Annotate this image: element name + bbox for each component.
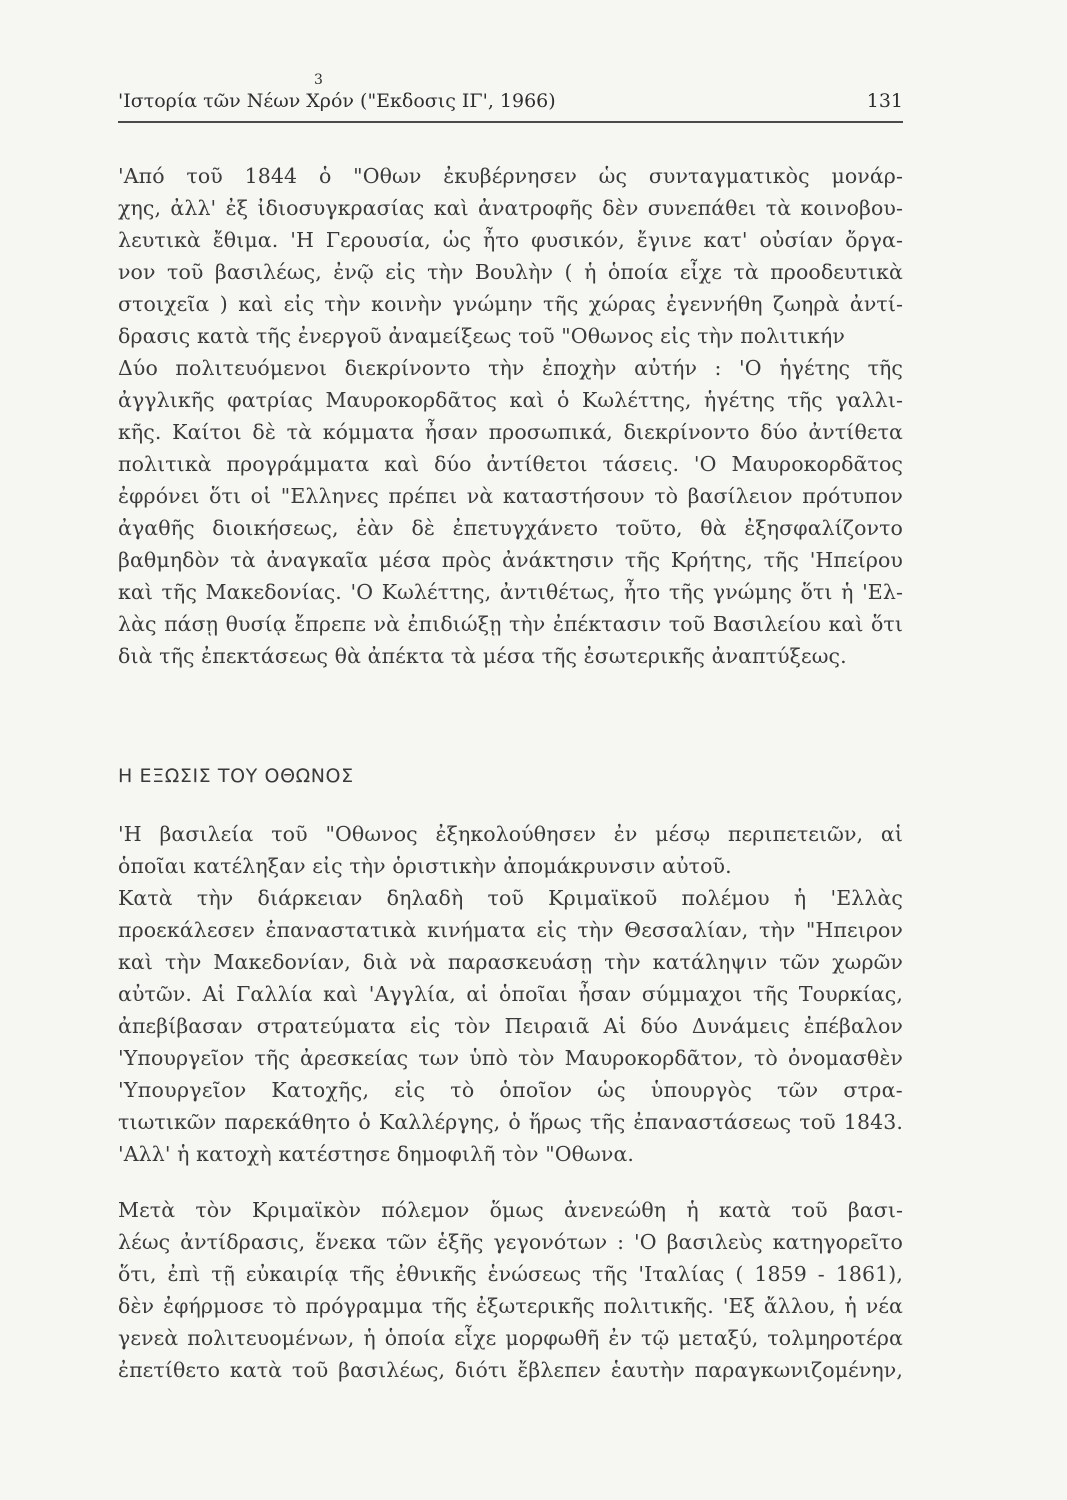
text-line: Δύο πολιτευόμενοι διεκρίνοντο τὴν ἐποχὴν αὐτήν : 'Ο ἡγέτης τῆς [118,356,903,380]
text-line: πολιτικὰ προγράμματα καὶ δύο ἀντίθετοι τάσεις. 'Ο Μαυροκορδᾶτος [118,452,903,476]
text-line: δρασις κατὰ τῆς ἐνεργοῦ ἀναμείξεως τοῦ "Οθωνος εἰς τὴν πολιτικήν [118,324,845,348]
text-line: ἀγγλικῆς φατρίας Μαυροκορδᾶτος καὶ ὁ Κωλέττης, ἡγέτης τῆς γαλλι- [118,388,903,412]
handwritten-mark: 3 [314,72,323,88]
section-heading: Η ΕΞΩΣΙΣ ΤΟΥ ΟΘΩΝΟΣ [118,765,354,787]
text-line: κῆς. Καίτοι δὲ τὰ κόμματα ἦσαν προσωπικά, διεκρίνοντο δύο ἀντίθετα [118,420,903,444]
text-line: λέως ἀντίδρασις, ἕνεκα τῶν ἑξῆς γεγονότων : 'Ο βασιλεὺς κατηγορεῖτο [118,1230,903,1254]
page-number: 131 [866,90,903,112]
header-rule [118,121,903,123]
text-line: ὅτι, ἐπὶ τῇ εὐκαιρίᾳ τῆς ἐθνικῆς ἑνώσεως τῆς 'Ιταλίας ( 1859 - 1861), [118,1262,903,1286]
text-line: λὰς πάσῃ θυσίᾳ ἔπρεπε νὰ ἐπιδιώξῃ τὴν ἐπέκτασιν τοῦ Βασιλείου καὶ ὅτι [118,612,903,636]
text-line: ἐφρόνει ὅτι οἱ "Ελληνες πρέπει νὰ καταστήσουν τὸ βασίλειον πρότυπον [118,484,903,508]
text-line: στοιχεῖα ) καὶ εἰς τὴν κοινὴν γνώμην τῆς χώρας ἐγεννήθη ζωηρὰ ἀντί- [118,292,903,316]
text-line: ἀπεβίβασαν στρατεύματα εἰς τὸν Πειραιᾶ Αἱ δύο Δυνάμεις ἐπέβαλον [118,1014,903,1038]
text-line: διὰ τῆς ἐπεκτάσεως θὰ ἀπέκτα τὰ μέσα τῆς ἐσωτερικῆς ἀναπτύξεως. [118,644,847,668]
text-line: δὲν ἐφήρμοσε τὸ πρόγραμμα τῆς ἐξωτερικῆς πολιτικῆς. 'Εξ ἄλλου, ἡ νέα [118,1294,903,1318]
text-line: ὁποῖαι κατέληξαν εἰς τὴν ὁριστικὴν ἀπομάκρυνσιν αὐτοῦ. [118,854,732,878]
text-line: 'Υπουργεῖον Κατοχῆς, εἰς τὸ ὁποῖον ὡς ὑπουργὸς τῶν στρα- [118,1078,903,1102]
text-line: 'Από τοῦ 1844 ὁ "Οθων ἐκυβέρνησεν ὡς συνταγματικὸς μονάρ- [118,164,903,188]
text-line: χης, ἀλλ' ἐξ ἰδιοσυγκρασίας καὶ ἀνατροφῆς δὲν συνεπάθει τὰ κοινοβου- [118,196,903,220]
text-line: λευτικὰ ἔθιμα. 'Η Γερουσία, ὡς ἦτο φυσικόν, ἔγινε κατ' οὐσίαν ὄργα- [118,228,903,252]
text-line: νον τοῦ βασιλέως, ἐνῷ εἰς τὴν Βουλὴν ( ἡ ὁποία εἶχε τὰ προοδευτικὰ [118,260,903,284]
edition-note: ("Εκδοσις ΙΓ', 1966) [360,90,556,112]
text-line: Κατὰ τὴν διάρκειαν δηλαδὴ τοῦ Κριμαϊκοῦ πολέμου ἡ 'Ελλὰς [118,886,903,910]
text-line: καὶ τῆς Μακεδονίας. 'Ο Κωλέττης, ἀντιθέτως, ἦτο τῆς γνώμης ὅτι ἡ 'Ελ- [118,580,903,604]
text-line: ἀγαθῆς διοικήσεως, ἐὰν δὲ ἐπετυγχάνετο τοῦτο, θὰ ἐξησφαλίζοντο [118,516,903,540]
text-line: βαθμηδὸν τὰ ἀναγκαῖα μέσα πρὸς ἀνάκτησιν τῆς Κρήτης, τῆς 'Ηπείρου [118,548,903,572]
text-line: τιωτικῶν παρεκάθητο ὁ Καλλέργης, ὁ ἥρως τῆς ἐπαναστάσεως τοῦ 1843. [118,1110,903,1134]
running-title: 'Ιστορία τῶν Νέων Χρόν ("Εκδοσις ΙΓ', 1966) [118,90,556,112]
text-line: ἐπετίθετο κατὰ τοῦ βασιλέως, διότι ἔβλεπεν ἑαυτὴν παραγκωνιζομένην, [118,1358,903,1382]
text-line: 'Η βασιλεία τοῦ "Οθωνος ἐξηκολούθησεν ἐν μέσῳ περιπετειῶν, αἱ [118,822,903,846]
text-line: Μετὰ τὸν Κριμαϊκὸν πόλεμον ὅμως ἀνενεώθη ἡ κατὰ τοῦ βασι- [118,1198,903,1222]
text-line: 'Υπουργεῖον τῆς ἀρεσκείας των ὑπὸ τὸν Μαυροκορδᾶτον, τὸ ὀνομασθὲν [118,1046,903,1070]
text-line: προεκάλεσεν ἐπαναστατικὰ κινήματα εἰς τὴν Θεσσαλίαν, τὴν "Ηπειρον [118,918,903,942]
text-line: καὶ τὴν Μακεδονίαν, διὰ νὰ παρασκευάσῃ τὴν κατάληψιν τῶν χωρῶν [118,950,903,974]
running-head [118,72,903,120]
text-line: αὐτῶν. Αἱ Γαλλία καὶ 'Αγγλία, αἱ ὁποῖαι ἦσαν σύμμαχοι τῆς Τουρκίας, [118,982,903,1006]
text-line: γενεὰ πολιτευομένων, ἡ ὁποία εἶχε μορφωθῆ ἐν τῷ μεταξύ, τολμηροτέρα [118,1326,903,1350]
text-line: 'Αλλ' ἡ κατοχὴ κατέστησε δημοφιλῆ τὸν "Οθωνα. [118,1142,635,1166]
